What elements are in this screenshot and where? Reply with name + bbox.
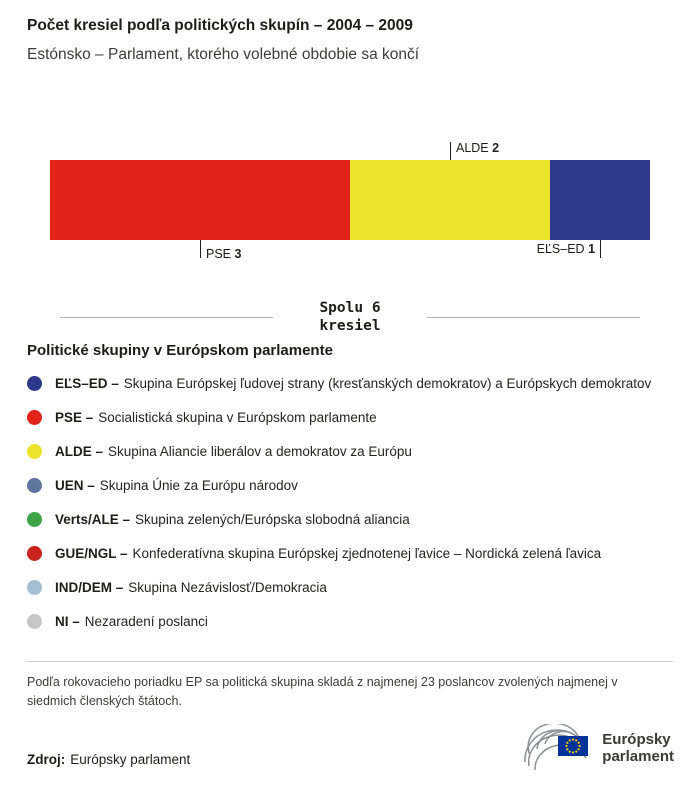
legend-item-7 bbox=[27, 570, 677, 604]
seats-stacked-bar-chart bbox=[50, 130, 650, 280]
legend-item-6 bbox=[27, 536, 677, 570]
legend-dot bbox=[27, 478, 42, 493]
total-line2: kresiel bbox=[319, 318, 381, 334]
bar-segment-2 bbox=[350, 160, 550, 240]
legend-dot bbox=[27, 614, 42, 629]
logo-text-line2: parlament bbox=[602, 748, 674, 765]
legend-dot bbox=[27, 546, 42, 561]
legend-abbr: IND/DEM – bbox=[55, 579, 124, 595]
stacked-bar bbox=[50, 160, 650, 240]
legend-desc: Nezaradení poslanci bbox=[84, 613, 208, 629]
page-title: Počet kresiel podľa politických skupín – 2004 – 2009 bbox=[27, 17, 413, 34]
legend-dot bbox=[27, 444, 42, 459]
legend-dot bbox=[27, 580, 42, 595]
bar-label-value: 1 bbox=[588, 242, 596, 256]
legend-item-4 bbox=[27, 468, 677, 502]
footnote-divider bbox=[27, 661, 673, 662]
legend-desc: Skupina Nezávislosť/Demokracia bbox=[128, 579, 327, 595]
legend-desc: Skupina zelených/Európska slobodná aliancia bbox=[135, 511, 410, 527]
legend-item-1 bbox=[27, 366, 677, 400]
legend-desc: Skupina Aliancie liberálov a demokratov za Európu bbox=[108, 443, 412, 459]
bar-segment-1 bbox=[50, 160, 350, 240]
bar-label bbox=[206, 247, 241, 261]
legend-dot bbox=[27, 512, 42, 527]
legend-abbr: UEN – bbox=[55, 477, 95, 493]
bar-label-group: ALDE bbox=[455, 141, 493, 155]
bar-label-tick bbox=[600, 240, 601, 258]
source-text: Európsky parlament bbox=[70, 752, 191, 767]
total-seats-row bbox=[60, 299, 640, 335]
bar-label-group: PSE bbox=[206, 247, 235, 261]
legend-desc: Skupina Európskej ľudovej strany (kresťanských demokratov) a Európskych demokratov bbox=[123, 375, 652, 391]
legend-item-3 bbox=[27, 434, 677, 468]
legend-abbr: GUE/NGL – bbox=[55, 545, 128, 561]
bar-label-value: 2 bbox=[492, 141, 500, 155]
bar-segment-3 bbox=[550, 160, 650, 240]
bar-label-value: 3 bbox=[234, 247, 242, 261]
legend-dot bbox=[27, 376, 42, 391]
legend-abbr: PSE – bbox=[55, 409, 94, 425]
source-label: Zdroj: bbox=[27, 752, 66, 767]
legend-abbr: EĽS–ED – bbox=[55, 375, 119, 391]
legend-item-2 bbox=[27, 400, 677, 434]
legend bbox=[27, 366, 677, 638]
legend-item-8 bbox=[27, 604, 677, 638]
legend-desc: Socialistická skupina v Európskom parlamente bbox=[98, 409, 377, 425]
legend-abbr: Verts/ALE – bbox=[55, 511, 131, 527]
total-line1: Spolu 6 bbox=[319, 300, 381, 316]
legend-desc: Skupina Únie za Európu národov bbox=[99, 477, 298, 493]
total-seats-label bbox=[273, 299, 426, 335]
legend-item-5 bbox=[27, 502, 677, 536]
ep-logo bbox=[522, 724, 674, 772]
logo-text-line1: Európsky bbox=[602, 731, 671, 748]
page-subtitle: Estónsko – Parlament, ktorého volebné obdobie sa končí bbox=[27, 46, 420, 63]
source bbox=[27, 752, 190, 767]
bar-label bbox=[456, 141, 499, 155]
legend-abbr: NI – bbox=[55, 613, 80, 629]
legend-abbr: ALDE – bbox=[55, 443, 104, 459]
bar-label bbox=[537, 242, 595, 256]
legend-title: Politické skupiny v Európskom parlamente bbox=[27, 342, 333, 359]
legend-desc: Konfederatívna skupina Európskej zjednotenej ľavice – Nordická zelená ľavica bbox=[132, 545, 602, 561]
logo-text bbox=[602, 731, 674, 765]
bar-label-tick bbox=[200, 240, 201, 258]
bar-label-tick bbox=[450, 142, 451, 160]
bar-label-group: EĽS–ED bbox=[536, 242, 589, 256]
legend-dot bbox=[27, 410, 42, 425]
divider-right bbox=[427, 317, 640, 318]
ep-hemicycle-icon bbox=[522, 724, 594, 772]
footnote: Podľa rokovacieho poriadku EP sa politická skupina skladá z najmenej 23 poslancov zvolených najmenej v siedmich členských štátoch. bbox=[27, 675, 618, 708]
divider-left bbox=[60, 317, 273, 318]
